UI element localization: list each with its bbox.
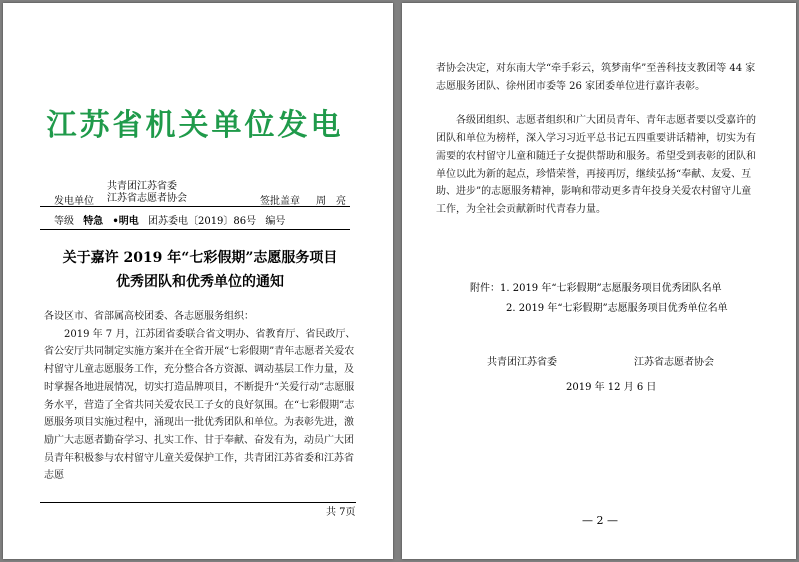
salutation: 各设区市、省部属高校团委、各志愿服务组织： <box>44 311 254 322</box>
telegram-type: •明电 <box>112 216 139 227</box>
signing-org-1: 共青团江苏省委 <box>487 357 557 368</box>
body-paragraph-1: 2019 年 7 月，江苏团省委联合省文明办、省教育厅、省民政厅、省公安厅共同制定实施方案并在全省开展“七彩假期”青年志愿者关爱农村留守儿童志愿服务工作，充分整合各方资源、调动基层工作力量，及时掌握各地进展情况，切实打造品牌项目，不断提升“关爱行动”志愿服务水平，营造了全省共同关爱农民工子女的良好氛围。在“七彩假期”志愿服务项目实施过程中，涌现出一批优秀团队和单位。为表彰先进，激励广大志愿者勤奋学习、扎实工作、甘于奉献、奋发有为，动员广大团员青年积极参与农村留守儿童关爱保护工作，共青团江苏省委和江苏省志愿 <box>44 328 356 482</box>
attachments <box>470 279 728 319</box>
sign-label: 签批盖章 <box>260 196 300 207</box>
body-paragraph-2: 各级团组织、志愿者组织和广大团员青年、青年志愿者要以受嘉许的团队和单位为榜样，深入学习习近平总书记五四重要讲话精神，切实为有需要的农村留守儿童和随迁子女提供帮助和服务。希望受到表彰的团队和单位以此为新的起点，珍惜荣誉，再接再厉，继续弘扬“奉献、友爱、互助、进步”的志愿服务精神，影响和带动更多青年投身关爱农村留守儿童工作，为全社会贡献新时代青春力量。 <box>436 115 756 215</box>
title-line-2: 优秀团队和优秀单位的通知 <box>116 274 284 290</box>
sender-label: 发电单位 <box>54 196 94 207</box>
attachment-2: 2. 2019 年“七彩假期”志愿服务项目优秀单位名单 <box>506 303 728 314</box>
doc-number: 团苏委电〔2019〕86号 <box>147 216 257 227</box>
sender-name-2: 江苏省志愿者协会 <box>107 193 187 204</box>
header-rule <box>40 206 350 207</box>
body-page-1 <box>44 308 358 485</box>
issue-date: 2019 年 12 月 6 日 <box>566 382 657 393</box>
sender-name-1: 共青团江苏省委 <box>107 181 177 192</box>
title-line-1: 关于嘉许 2019 年“七彩假期”志愿服务项目 <box>62 250 338 266</box>
sender-names <box>107 181 187 205</box>
meta-rule <box>40 229 350 230</box>
header-title: 江苏省机关单位发电 <box>46 108 344 143</box>
page-count: 共 7页 <box>326 507 356 518</box>
footer-rule <box>40 502 356 503</box>
body-page-2 <box>436 60 758 219</box>
code-label: 编号 <box>265 216 286 227</box>
page-number: — 2 — <box>582 514 618 527</box>
meta-row <box>54 212 291 227</box>
signer-name: 周 亮 <box>316 196 346 207</box>
level-label: 等级 <box>54 216 74 227</box>
attachment-1: 附件：1. 2019 年“七彩假期”志愿服务项目优秀团队名单 <box>470 283 722 294</box>
body-paragraph-1-continued: 者协会决定，对东南大学“牵手彩云，筑梦南华”至善科技支教团等 44 家志愿服务团队、徐州团市委等 26 家团委单位进行嘉许表彰。 <box>436 63 756 92</box>
document-title <box>40 246 360 294</box>
signing-org-2: 江苏省志愿者协会 <box>634 357 714 368</box>
urgency-level: 特急 <box>83 216 104 227</box>
